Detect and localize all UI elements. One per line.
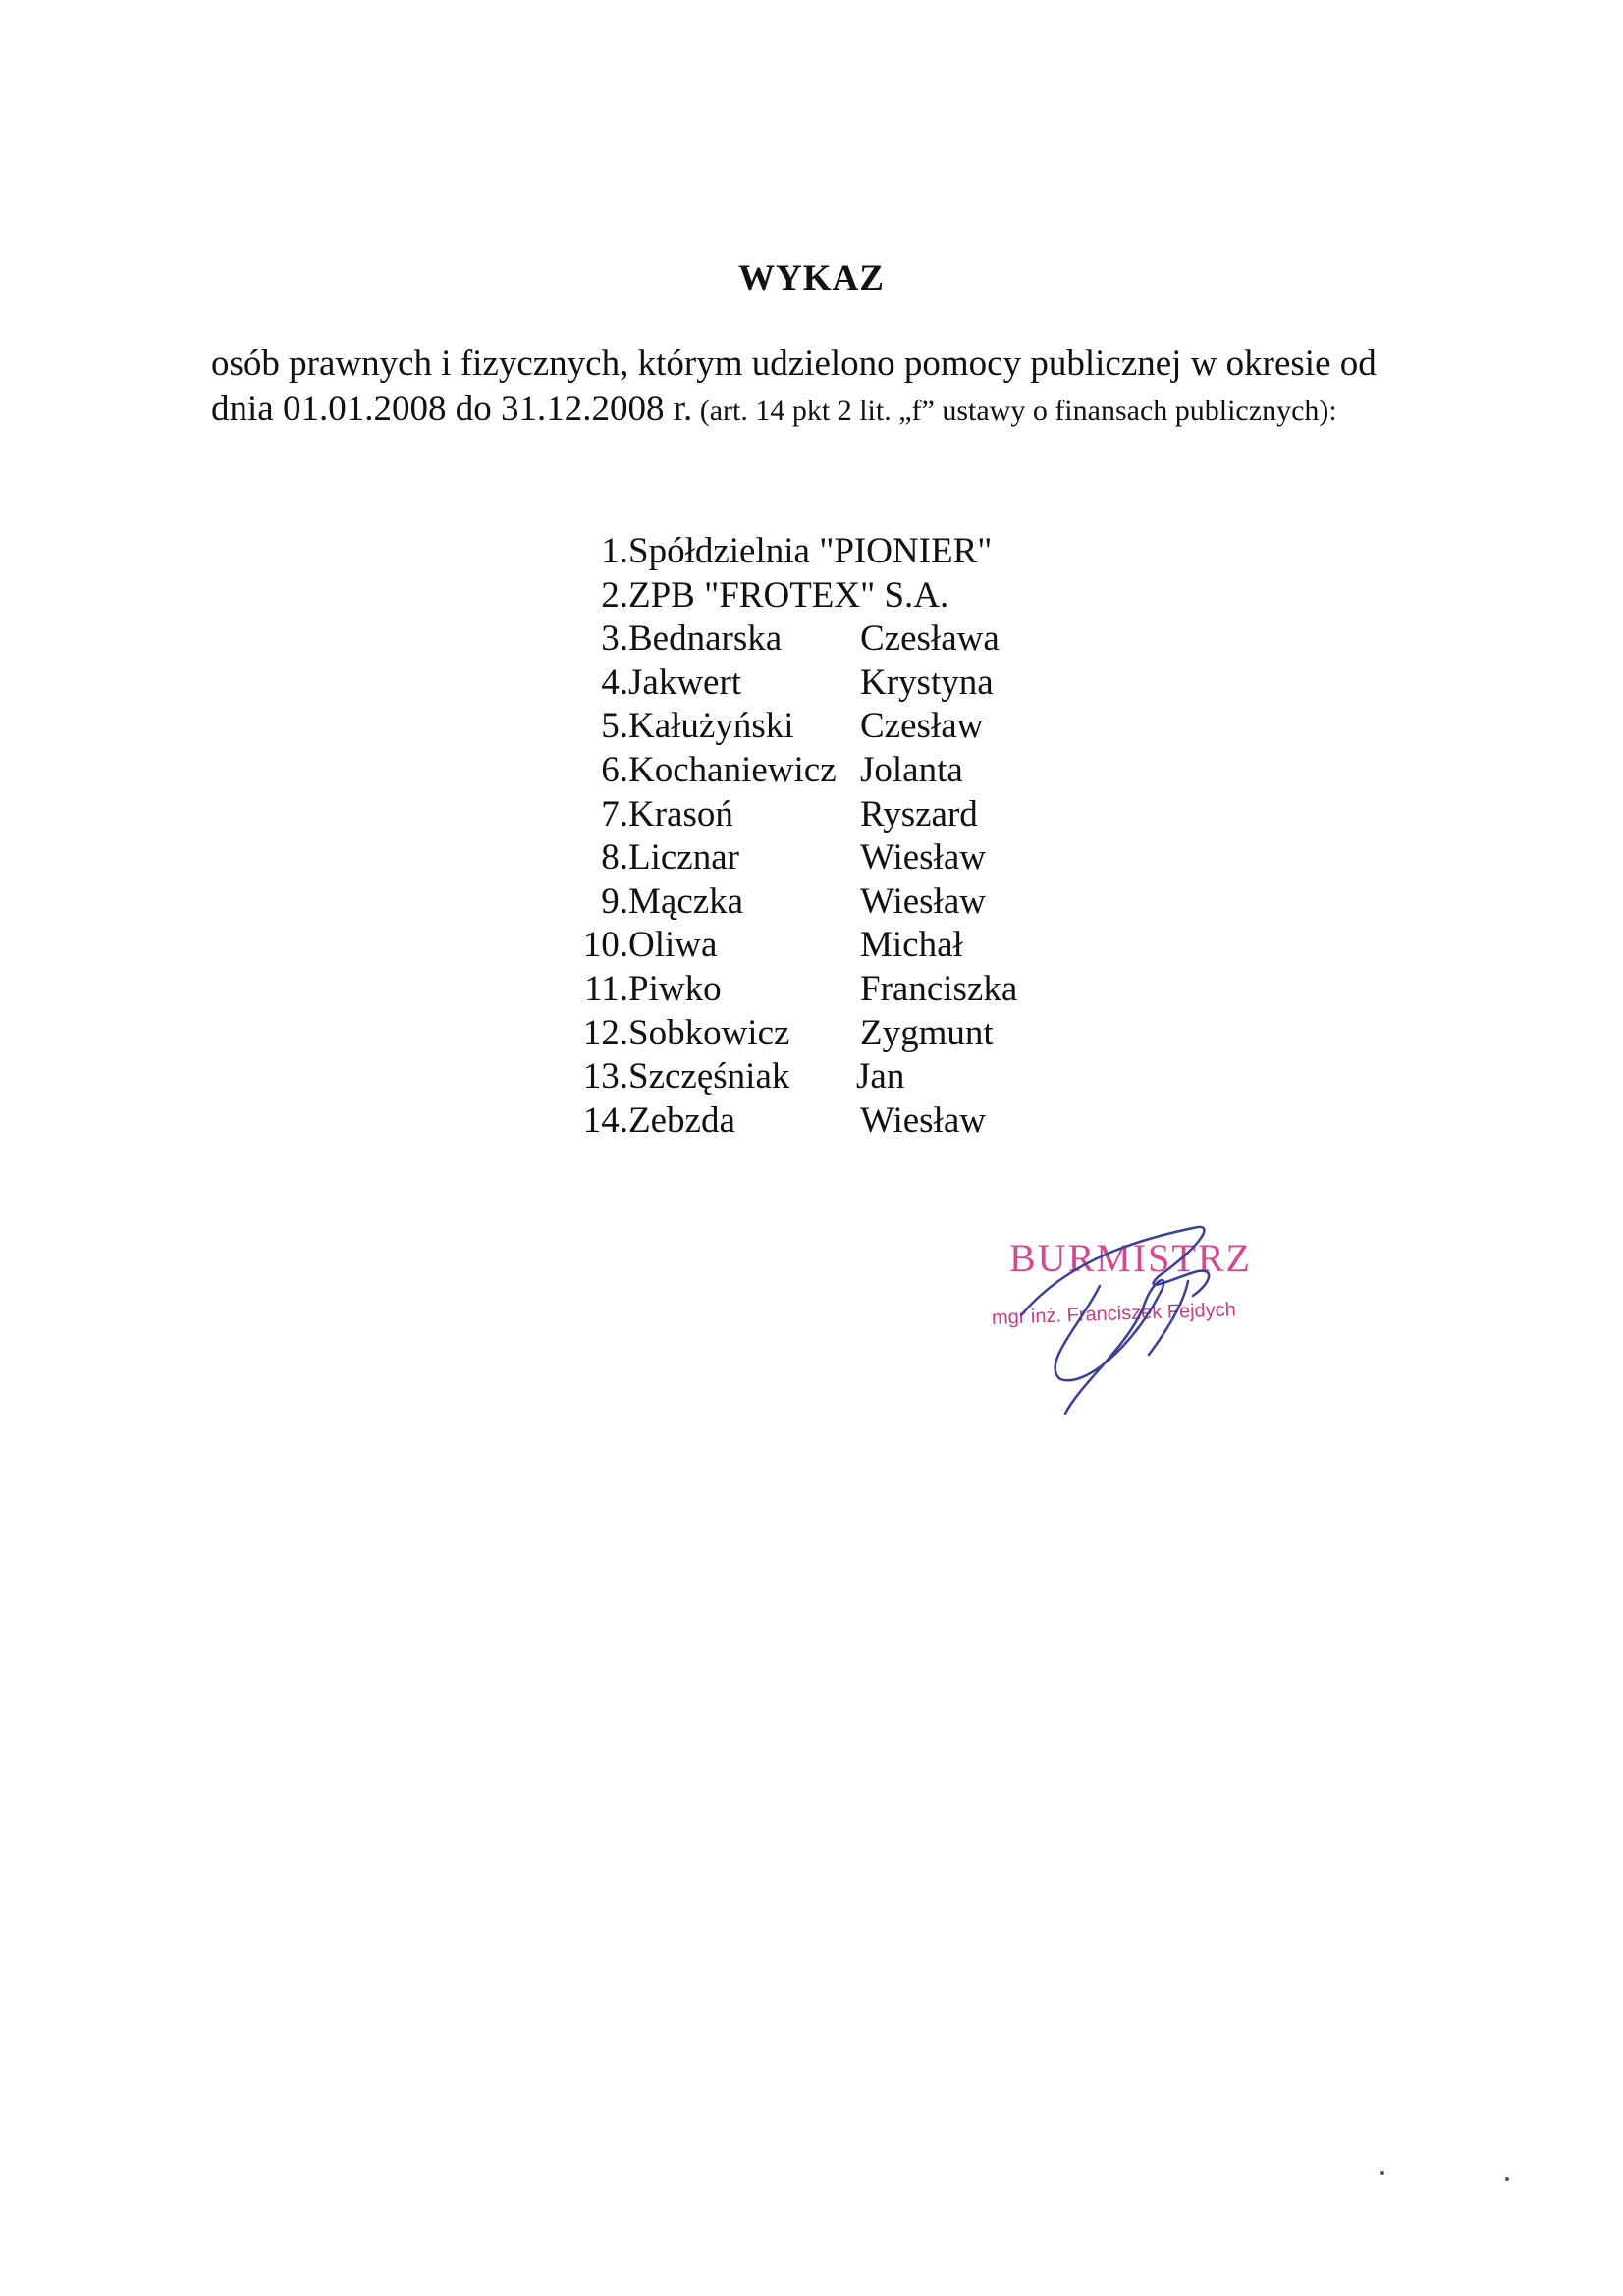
list-item-name: Mączka xyxy=(628,881,744,922)
list-item xyxy=(550,881,986,925)
signature-mark xyxy=(982,1217,1316,1423)
intro-legal-basis: (art. 14 pkt 2 lit. „f” ustawy o finansach publicznych): xyxy=(692,395,1337,427)
list-item-number: 9. xyxy=(601,881,628,922)
list-item-first-name: Franciszka xyxy=(860,968,1018,1009)
list-item-number: 8. xyxy=(601,837,628,879)
beneficiary-list xyxy=(550,530,1018,1143)
list-item-name: Oliwa xyxy=(628,925,718,966)
list-item-number: 13. xyxy=(582,1056,628,1097)
list-item-first-name: Wiesław xyxy=(860,837,986,879)
mayor-stamp xyxy=(982,1217,1316,1423)
list-item xyxy=(550,924,963,968)
list-item-name: Krasoń xyxy=(628,793,733,834)
list-item-name: Bednarska xyxy=(628,618,783,660)
list-item xyxy=(550,574,949,618)
list-item-name: Licznar xyxy=(628,837,739,879)
list-item-name: ZPB "FROTEX" S.A. xyxy=(628,574,949,615)
list-item-name: Kochaniewicz xyxy=(628,749,837,790)
list-item-number: 12. xyxy=(582,1012,628,1053)
list-item-first-name: Wiesław xyxy=(860,881,986,922)
list-item xyxy=(550,530,993,574)
list-item-name: Zebzda xyxy=(628,1099,735,1141)
stamp-name: mgr inż. Franciszek Fejdych xyxy=(991,1299,1237,1329)
list-item xyxy=(550,1055,905,1099)
list-item xyxy=(550,836,986,881)
list-item-number: 14. xyxy=(582,1099,628,1141)
intro-period: dnia 01.01.2008 do 31.12.2008 r. xyxy=(211,389,693,429)
list-item-number: 2. xyxy=(601,574,628,615)
list-item-first-name: Wiesław xyxy=(860,1099,986,1141)
stamp-title: BURMISTRZ xyxy=(1009,1236,1252,1280)
list-item-number: 11. xyxy=(584,968,628,1009)
list-item xyxy=(550,1099,986,1144)
document-intro xyxy=(211,342,1468,434)
document-title: WYKAZ xyxy=(738,258,885,298)
list-item-first-name: Czesława xyxy=(860,618,1000,660)
list-item xyxy=(550,749,963,793)
list-item-number: 1. xyxy=(601,531,628,571)
list-item-name: Spółdzielnia "PIONIER" xyxy=(628,531,993,571)
list-item xyxy=(550,968,1018,1012)
list-item-number: 6. xyxy=(601,749,628,790)
list-item-name: Kałużyński xyxy=(628,706,794,747)
list-item xyxy=(550,617,1000,662)
list-item-name: Jakwert xyxy=(628,662,742,703)
list-item xyxy=(550,662,994,706)
list-item-first-name: Zygmunt xyxy=(860,1012,994,1053)
list-item-number: 5. xyxy=(601,706,628,747)
list-item-first-name: Krystyna xyxy=(860,662,994,703)
list-item-first-name: Czesław xyxy=(860,706,984,747)
list-item-number: 10. xyxy=(582,925,628,966)
list-item-name: Szczęśniak xyxy=(628,1056,790,1097)
list-item-name: Sobkowicz xyxy=(628,1012,790,1053)
list-item-number: 3. xyxy=(601,618,628,660)
list-item xyxy=(550,1012,994,1056)
intro-line-2 xyxy=(211,387,1468,434)
list-item-first-name: Jolanta xyxy=(860,749,963,790)
list-item xyxy=(550,705,984,749)
list-item-first-name: Ryszard xyxy=(860,793,978,834)
list-item-name: Piwko xyxy=(628,968,722,1009)
list-item-number: 7. xyxy=(601,793,628,834)
scan-speck xyxy=(1380,2171,1384,2175)
scan-speck xyxy=(1505,2177,1509,2181)
intro-line-1: osób prawnych i fizycznych, którym udzielono pomocy publicznej w okresie od xyxy=(211,344,1377,384)
list-item xyxy=(550,793,978,837)
list-item-first-name: Michał xyxy=(860,925,963,966)
list-item-first-name: Jan xyxy=(856,1056,905,1097)
list-item-number: 4. xyxy=(601,662,628,703)
